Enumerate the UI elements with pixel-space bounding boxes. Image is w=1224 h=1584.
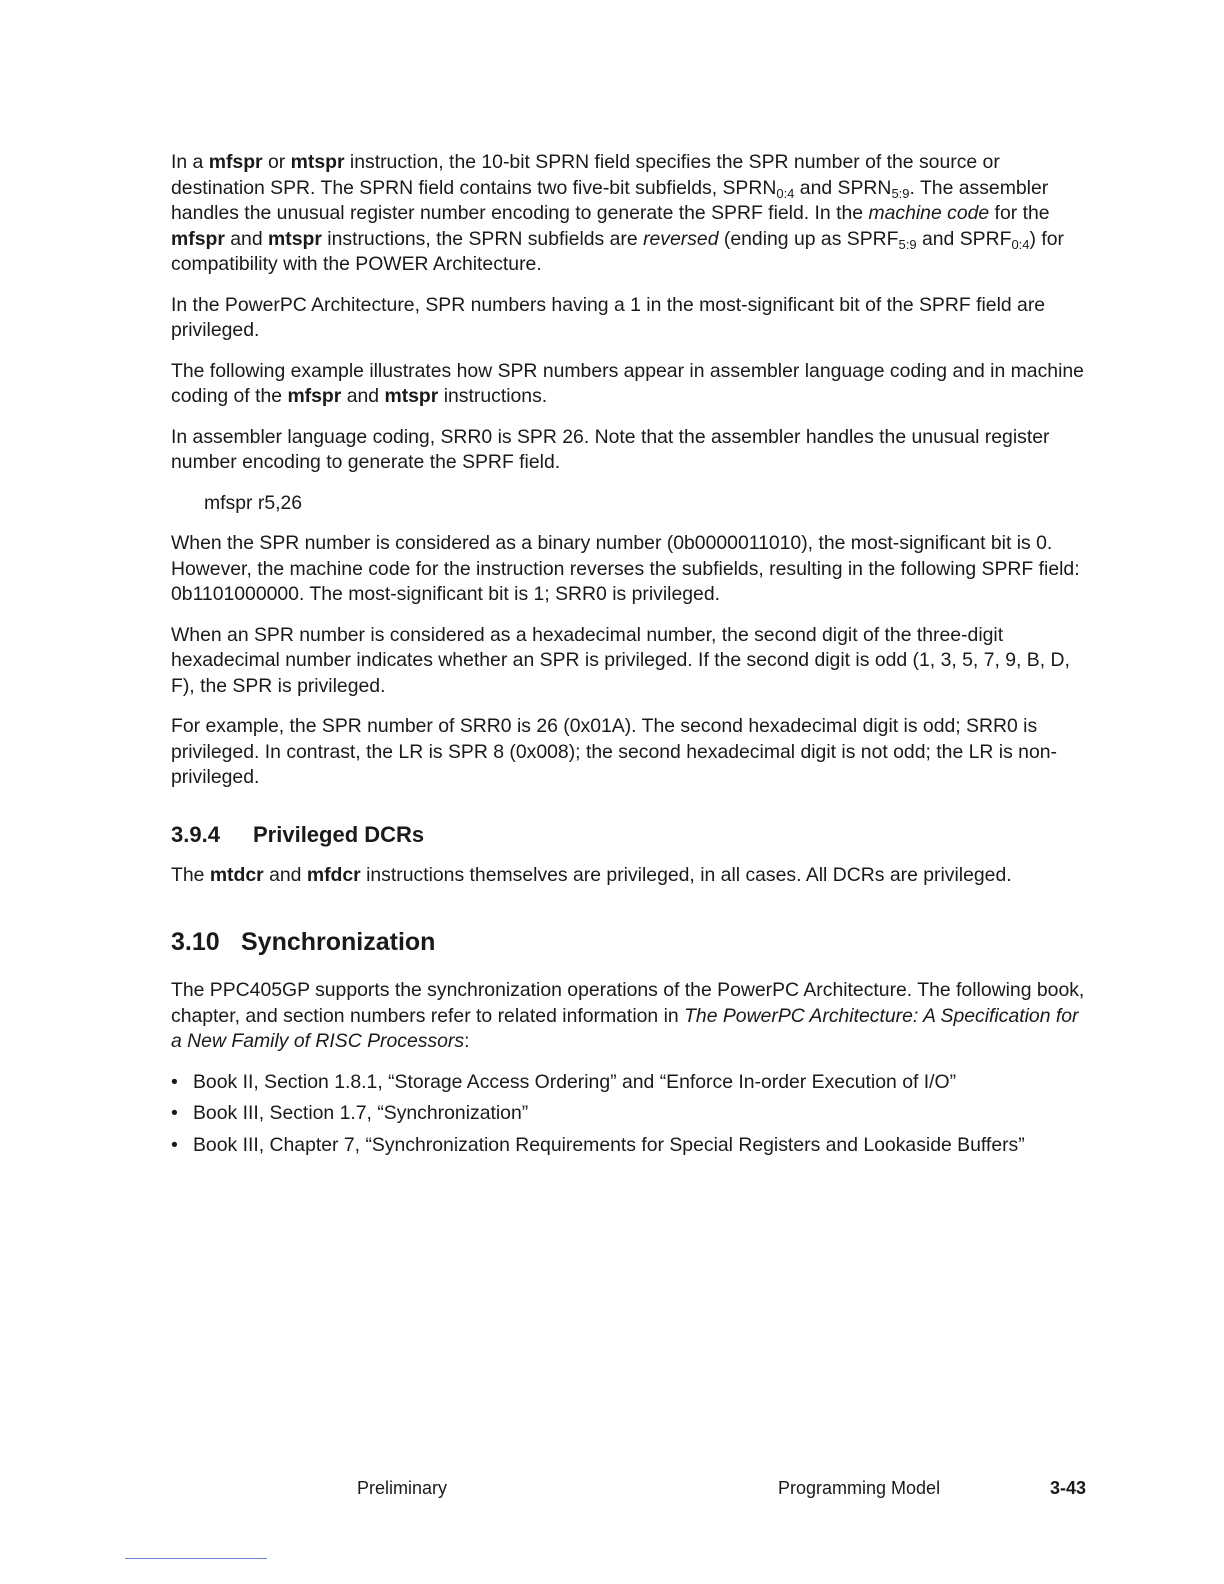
text: instructions, the SPRN subfields are: [321, 227, 644, 250]
instruction-mfspr: mfspr: [287, 385, 342, 407]
code-example: mfspr r5,26: [204, 491, 303, 514]
text: ) for compatibility with the POWER Architecture.: [171, 227, 1064, 275]
list-item-text: Book II, Section 1.8.1, “Storage Access Ordering” and “Enforce In-order Execution of I/O”: [193, 1070, 957, 1093]
text: and SPRF: [916, 227, 1012, 250]
paragraph-hex-number: When an SPR number is considered as a hexadecimal number, the second digit of the three-digit hexadecimal number indicates whether an SPR is privileged. If the second digit is odd (1, 3, 5, 7, 9, B, D, F), the SPR is privileged.: [171, 623, 1070, 697]
instruction-mtdcr: mtdcr: [209, 863, 264, 886]
footer-status: Preliminary: [357, 1478, 448, 1498]
scan-artifact-line: [125, 1558, 267, 1559]
text: for the: [989, 202, 1050, 224]
section-heading-3-9-4: [171, 821, 1091, 849]
text: and SPRN: [794, 176, 892, 199]
section-heading-3-10: [171, 926, 1091, 958]
subscript: 0:4: [1011, 236, 1030, 252]
paragraph-hex-example: For example, the SPR number of SRR0 is 26 (0x01A). The second hexadecimal digit is odd; SRR0 is privileged. In contrast, the LR is SPR 8 (0x008); the second hexadecimal digit is not odd; the LR is non-privileged.: [171, 715, 1057, 788]
paragraph-privileged-bit: In the PowerPC Architecture, SPR numbers having a 1 in the most-significant bit of the SPRF field are privileged.: [171, 293, 1046, 341]
text: instruction, the 10-bit SPRN field specifies the SPR number of the source or destination SPR. The SPRN field contains two five-bit subfields, SPRN: [171, 151, 1000, 199]
bullet-icon: •: [171, 1133, 178, 1156]
text: The PPC405GP supports the synchronization operations of the PowerPC Architecture. The following book, chapter, and section numbers refer to related information in: [171, 979, 1085, 1027]
emphasis: reversed: [643, 227, 719, 250]
paragraph-sprn-field: [171, 150, 1091, 278]
text: (ending up as SPRF: [718, 227, 899, 250]
book-title: The PowerPC Architecture: A Specification for a New Family of RISC Processors: [171, 1004, 1079, 1052]
subscript: 5:9: [891, 185, 910, 201]
section-title: Privileged DCRs: [253, 821, 425, 847]
footer-page-number: 3-43: [1050, 1478, 1087, 1498]
section-title: Synchronization: [241, 928, 436, 956]
paragraph-synchronization: [171, 978, 1091, 1055]
text: The following example illustrates how SPR numbers appear in assembler language coding and in machine coding of the: [171, 359, 1084, 407]
instruction-mfspr: mfspr: [208, 151, 263, 173]
text: The: [171, 863, 210, 886]
instruction-mfdcr: mfdcr: [306, 863, 361, 886]
instruction-mfspr: mfspr: [171, 227, 225, 250]
reference-list: [171, 1070, 1091, 1159]
bullet-icon: •: [171, 1070, 178, 1093]
page-content: [171, 150, 1091, 1164]
paragraph-dcr-privileged: [171, 863, 1091, 889]
section-number: 3.9.4: [171, 821, 220, 847]
instruction-mtspr: mtspr: [268, 227, 322, 250]
bullet-icon: •: [171, 1102, 178, 1124]
instruction-mtspr: mtspr: [290, 151, 345, 173]
emphasis: machine code: [868, 202, 990, 224]
paragraph-binary-number: When the SPR number is considered as a binary number (0b0000011010), the most-significant bit is 0. However, the machine code for the instruction reverses the subfields, resulting in the following SPRF field: 0b1101000000. The most-significant bit is 1; SRR0 is privileged.: [171, 532, 1080, 605]
subscript: 5:9: [898, 236, 917, 252]
text: instructions.: [438, 385, 548, 407]
list-item: [171, 1133, 1091, 1159]
list-item: [171, 1101, 1091, 1127]
text: and: [224, 227, 269, 250]
list-item: [171, 1070, 1091, 1096]
text: instructions themselves are privileged, in all cases. All DCRs are privileged.: [360, 863, 1012, 886]
footer-chapter-title: Programming Model: [778, 1478, 941, 1498]
instruction-mtspr: mtspr: [384, 385, 439, 407]
text: and: [263, 863, 307, 886]
subscript: 0:4: [776, 185, 795, 201]
list-item-text: Book III, Section 1.7, “Synchronization”: [193, 1102, 529, 1124]
section-number: 3.10: [171, 928, 220, 956]
text: and: [341, 385, 385, 407]
text: In a: [171, 151, 209, 173]
text: . The assembler handles the unusual register number encoding to generate the SPRF field. In the: [171, 176, 1049, 224]
list-item-text: Book III, Chapter 7, “Synchronization Requirements for Special Registers and Lookaside Buffers”: [193, 1133, 1025, 1156]
text: :: [464, 1030, 470, 1052]
paragraph-example-intro: [171, 359, 1091, 410]
paragraph-assembler-coding: In assembler language coding, SRR0 is SPR 26. Note that the assembler handles the unusual register number encoding to generate the SPRF field.: [171, 425, 1050, 473]
text: or: [262, 151, 291, 173]
